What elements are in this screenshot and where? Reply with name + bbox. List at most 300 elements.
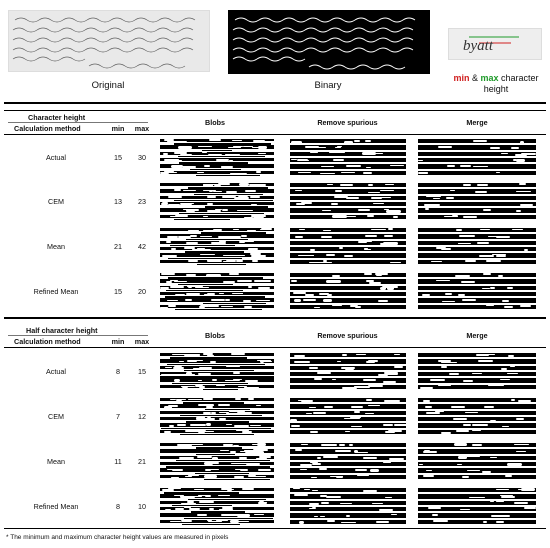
gap-speck — [321, 166, 334, 167]
gap-speck — [326, 496, 340, 498]
gap-speck — [244, 387, 259, 388]
gap-speck — [351, 426, 362, 427]
gap-speck — [168, 305, 176, 307]
gap-speck — [229, 160, 233, 161]
gap-speck — [293, 292, 306, 294]
gap-speck — [300, 464, 312, 466]
gap-speck — [198, 373, 211, 375]
minmax-min: min — [453, 73, 470, 83]
gap-speck — [420, 387, 433, 389]
gap-speck — [496, 521, 504, 523]
gap-speck — [463, 184, 471, 186]
text-line-band — [418, 286, 536, 290]
gap-speck — [230, 451, 236, 453]
gap-speck — [483, 209, 491, 210]
gap-speck — [511, 399, 515, 400]
merge-panel — [418, 397, 536, 435]
gap-speck — [375, 153, 383, 154]
max-value: 15 — [138, 367, 146, 376]
min-value: 8 — [116, 502, 120, 511]
gap-speck — [305, 294, 314, 296]
gap-speck — [512, 229, 523, 230]
text-line-band — [290, 279, 406, 283]
blob-fragment — [196, 175, 260, 176]
s1-min-label: min — [111, 124, 125, 133]
gap-speck — [513, 159, 518, 161]
gap-speck — [451, 406, 465, 408]
gap-speck — [385, 497, 392, 498]
gap-speck — [204, 294, 209, 295]
gap-speck — [221, 488, 232, 489]
gap-speck — [358, 209, 370, 211]
gap-speck — [245, 380, 259, 381]
gap-speck — [355, 386, 370, 388]
gap-speck — [253, 216, 264, 218]
gap-speck — [365, 140, 372, 141]
min-value: 11 — [114, 457, 122, 466]
s2-remove-head: Remove spurious — [317, 331, 378, 340]
remove-panel — [290, 272, 406, 310]
gap-speck — [444, 216, 458, 217]
gap-speck — [197, 248, 206, 249]
gap-speck — [502, 300, 509, 301]
text-line-band — [418, 305, 536, 309]
text-line-band — [290, 152, 406, 156]
minmax-max: max — [480, 73, 499, 83]
gap-speck — [430, 379, 444, 381]
gap-speck — [220, 450, 229, 451]
gap-speck — [507, 287, 513, 288]
remove-panel — [290, 352, 406, 390]
gap-speck — [490, 501, 494, 502]
gap-speck — [291, 280, 296, 281]
gap-speck — [496, 255, 505, 257]
gap-speck — [166, 281, 172, 283]
gap-speck — [469, 497, 485, 498]
gap-speck — [177, 424, 186, 426]
gap-speck — [313, 412, 325, 414]
gap-speck — [298, 172, 311, 173]
gap-speck — [194, 489, 204, 490]
text-line-band — [418, 253, 536, 257]
text-line-band — [290, 247, 406, 251]
gap-speck — [165, 509, 172, 511]
gap-speck — [368, 385, 383, 387]
gap-speck — [185, 476, 192, 477]
gap-speck — [195, 287, 208, 288]
gap-speck — [363, 379, 376, 380]
gap-speck — [230, 514, 242, 516]
gap-speck — [233, 146, 244, 147]
gap-speck — [160, 307, 168, 308]
blobs-panel — [160, 397, 274, 435]
gap-speck — [460, 509, 469, 510]
blobs-panel — [160, 352, 274, 390]
gap-speck — [186, 372, 192, 374]
gap-speck — [174, 281, 187, 282]
gap-speck — [368, 184, 373, 186]
blobs-panel — [160, 182, 274, 220]
gap-speck — [207, 355, 214, 356]
gap-speck — [214, 299, 219, 301]
gap-speck — [222, 209, 228, 211]
gap-speck — [345, 368, 353, 370]
gap-speck — [237, 280, 252, 281]
gap-speck — [516, 159, 525, 161]
gap-speck — [447, 165, 454, 166]
footnote: * The minimum and maximum character height values are measured in pixels — [6, 534, 229, 541]
gap-speck — [310, 431, 317, 432]
blobs-panel — [160, 442, 274, 480]
gap-speck — [524, 249, 529, 251]
s2-max-label: max — [134, 337, 150, 346]
gap-speck — [441, 432, 451, 434]
gap-speck — [520, 141, 525, 143]
gap-speck — [507, 463, 523, 465]
gap-speck — [218, 495, 230, 496]
remove-panel — [290, 397, 406, 435]
gap-speck — [340, 184, 354, 186]
gap-speck — [257, 184, 267, 186]
max-value: 42 — [138, 242, 146, 251]
gap-speck — [216, 159, 229, 161]
gap-speck — [250, 425, 261, 426]
text-line-band — [160, 430, 274, 433]
gap-speck — [291, 141, 301, 143]
gap-speck — [204, 165, 210, 167]
gap-speck — [490, 147, 500, 149]
gap-speck — [344, 255, 353, 257]
gap-speck — [508, 355, 514, 357]
gap-speck — [205, 469, 210, 471]
blob-fragment — [180, 434, 253, 435]
gap-speck — [356, 354, 365, 355]
gap-speck — [441, 248, 451, 250]
gap-speck — [182, 386, 188, 388]
gap-speck — [236, 260, 243, 262]
gap-speck — [467, 470, 480, 471]
gap-speck — [456, 229, 462, 231]
gap-speck — [355, 306, 360, 308]
gap-speck — [294, 299, 301, 301]
minmax-legend — [448, 73, 544, 95]
gap-speck — [480, 354, 495, 355]
gap-speck — [162, 489, 174, 491]
minmax-rest1: character — [501, 73, 539, 83]
gap-speck — [394, 366, 403, 368]
section-divider — [4, 317, 546, 319]
gap-speck — [226, 196, 234, 198]
gap-speck — [380, 190, 395, 191]
binary-image — [228, 10, 430, 74]
gap-speck — [178, 146, 192, 148]
gap-speck — [423, 172, 428, 174]
gap-speck — [339, 444, 345, 446]
text-line-band — [418, 385, 536, 389]
text-line-band — [290, 273, 406, 277]
gap-speck — [502, 426, 510, 428]
gap-speck — [206, 423, 211, 425]
gap-speck — [516, 451, 526, 452]
gap-speck — [380, 287, 387, 289]
gap-speck — [369, 282, 381, 284]
gap-speck — [234, 425, 248, 427]
gap-speck — [501, 368, 508, 370]
gap-speck — [167, 300, 178, 301]
method-label: Refined Mean — [33, 287, 79, 296]
gap-speck — [378, 300, 388, 301]
gap-speck — [379, 509, 387, 511]
gap-speck — [363, 457, 377, 459]
minmax-rest2: height — [483, 84, 509, 94]
gap-speck — [310, 249, 315, 250]
gap-speck — [305, 146, 319, 148]
gap-speck — [351, 406, 363, 408]
gap-speck — [384, 400, 400, 402]
gap-speck — [376, 521, 389, 522]
gap-speck — [514, 502, 528, 504]
gap-speck — [394, 424, 406, 426]
gap-speck — [460, 165, 471, 167]
gap-speck — [298, 400, 307, 401]
gap-speck — [518, 489, 530, 491]
merge-panel — [418, 272, 536, 310]
gap-speck — [314, 307, 320, 308]
gap-speck — [505, 475, 511, 477]
gap-speck — [433, 520, 448, 522]
text-line-band — [418, 298, 536, 302]
gap-speck — [389, 458, 404, 460]
gap-speck — [312, 463, 322, 465]
s1-merge-head: Merge — [466, 118, 488, 127]
gap-speck — [332, 275, 341, 277]
gap-speck — [472, 430, 481, 431]
merge-panel — [418, 138, 536, 176]
merge-panel — [418, 487, 536, 525]
gap-speck — [370, 469, 380, 471]
gap-speck — [291, 425, 299, 426]
gap-speck — [258, 469, 272, 471]
gap-speck — [322, 210, 331, 212]
text-line-band — [418, 404, 536, 408]
gap-speck — [335, 190, 342, 191]
min-value: 13 — [114, 197, 122, 206]
gap-speck — [331, 203, 339, 205]
original-image — [8, 10, 210, 72]
text-line-band — [418, 234, 536, 238]
gap-speck — [445, 293, 452, 295]
gap-speck — [226, 260, 236, 262]
gap-speck — [171, 477, 179, 479]
gap-speck — [172, 354, 187, 356]
gap-speck — [323, 230, 331, 231]
gap-speck — [237, 412, 249, 414]
s1-calc-label: Calculation method — [14, 124, 81, 133]
gap-speck — [231, 353, 246, 354]
max-value: 12 — [138, 412, 146, 421]
method-label: Actual — [46, 367, 66, 376]
gap-speck — [428, 507, 441, 509]
method-label: CEM — [48, 412, 64, 421]
gap-speck — [490, 287, 494, 289]
gap-speck — [181, 520, 192, 522]
gap-speck — [219, 418, 227, 419]
gap-speck — [383, 381, 396, 383]
s2-title: Half character height — [26, 326, 98, 335]
gap-speck — [323, 299, 332, 301]
gap-speck — [256, 300, 270, 301]
gap-speck — [240, 469, 248, 471]
gap-speck — [390, 165, 404, 166]
gap-speck — [164, 431, 171, 433]
gap-speck — [170, 286, 185, 288]
gap-speck — [167, 236, 178, 238]
gap-speck — [294, 355, 305, 357]
gap-speck — [341, 172, 355, 173]
gap-speck — [367, 215, 375, 217]
gap-speck — [327, 520, 334, 522]
gap-speck — [519, 183, 526, 184]
gap-speck — [165, 367, 171, 369]
gap-speck — [176, 399, 186, 400]
method-label: CEM — [48, 197, 64, 206]
gap-speck — [441, 366, 447, 367]
gap-speck — [518, 400, 531, 402]
gap-speck — [456, 430, 469, 432]
gap-speck — [297, 159, 308, 161]
blob-fragment — [174, 219, 231, 220]
gap-speck — [463, 380, 473, 382]
gap-speck — [501, 153, 508, 154]
gap-speck — [345, 431, 350, 432]
gap-speck — [357, 475, 369, 476]
gap-speck — [425, 208, 429, 209]
gap-speck — [250, 253, 262, 254]
text-line-band — [160, 501, 274, 504]
gap-speck — [230, 520, 239, 522]
gap-speck — [483, 273, 491, 275]
gap-speck — [259, 456, 271, 458]
gap-speck — [336, 476, 342, 478]
gap-speck — [425, 406, 432, 407]
gap-speck — [461, 281, 476, 283]
gap-speck — [432, 514, 438, 516]
gap-speck — [424, 204, 438, 206]
gap-speck — [337, 361, 342, 362]
gap-speck — [465, 260, 476, 262]
gap-speck — [201, 405, 213, 406]
gap-speck — [203, 353, 213, 354]
gap-speck — [207, 196, 216, 198]
gap-speck — [177, 444, 191, 446]
text-line-band — [160, 417, 274, 420]
s1-head-rule — [4, 134, 546, 135]
gap-speck — [393, 216, 398, 217]
s2-blobs-head: Blobs — [205, 331, 225, 340]
gap-speck — [511, 147, 519, 149]
gap-speck — [250, 196, 260, 198]
gap-speck — [455, 275, 470, 277]
gap-speck — [438, 146, 453, 147]
gap-speck — [235, 398, 241, 400]
gap-speck — [190, 235, 196, 237]
gap-speck — [197, 456, 212, 458]
gap-speck — [321, 444, 336, 446]
gap-speck — [366, 399, 372, 401]
gap-speck — [253, 449, 268, 451]
gap-speck — [164, 159, 170, 161]
merge-panel — [418, 182, 536, 220]
gap-speck — [327, 294, 332, 296]
gap-speck — [433, 198, 440, 199]
gap-speck — [222, 507, 233, 508]
gap-speck — [363, 172, 372, 174]
gap-speck — [449, 373, 459, 375]
gap-speck — [418, 160, 422, 161]
gap-speck — [323, 260, 328, 262]
gap-speck — [423, 400, 430, 402]
gap-speck — [207, 417, 212, 419]
blobs-panel — [160, 487, 274, 525]
gap-speck — [326, 280, 341, 282]
blobs-panel — [160, 227, 274, 265]
remove-panel — [290, 442, 406, 480]
gap-speck — [309, 367, 318, 369]
gap-speck — [261, 280, 271, 282]
gap-speck — [233, 229, 238, 230]
gap-speck — [327, 184, 333, 185]
gap-speck — [355, 452, 369, 453]
method-label: Mean — [47, 457, 65, 466]
blob-fragment — [175, 309, 262, 310]
gap-speck — [486, 305, 494, 306]
gap-speck — [365, 235, 377, 236]
gap-speck — [453, 418, 467, 420]
min-value: 21 — [114, 242, 122, 251]
method-label: Refined Mean — [33, 502, 79, 511]
blob-fragment — [204, 479, 270, 480]
gap-speck — [314, 378, 322, 379]
gap-speck — [239, 457, 247, 459]
remove-panel — [290, 138, 406, 176]
gap-speck — [321, 502, 329, 504]
binary-handwriting — [229, 11, 429, 73]
gap-speck — [295, 236, 302, 238]
blob-fragment — [182, 524, 241, 525]
gap-speck — [383, 242, 398, 244]
gap-speck — [326, 254, 335, 256]
gap-speck — [168, 204, 180, 206]
gap-speck — [171, 165, 183, 167]
gap-speck — [442, 301, 455, 302]
text-line-band — [418, 366, 536, 370]
gap-speck — [309, 503, 319, 505]
gap-speck — [258, 287, 270, 289]
gap-speck — [207, 293, 216, 294]
min-value: 7 — [116, 412, 120, 421]
gap-speck — [426, 412, 440, 414]
gap-speck — [239, 183, 249, 185]
gap-speck — [191, 444, 203, 445]
text-line-band — [290, 353, 406, 357]
gap-speck — [242, 488, 254, 490]
gap-speck — [384, 235, 394, 237]
gap-speck — [174, 366, 182, 368]
gap-speck — [188, 230, 199, 231]
gap-speck — [194, 360, 203, 361]
text-line-band — [418, 273, 536, 277]
s1-max-label: max — [134, 124, 150, 133]
